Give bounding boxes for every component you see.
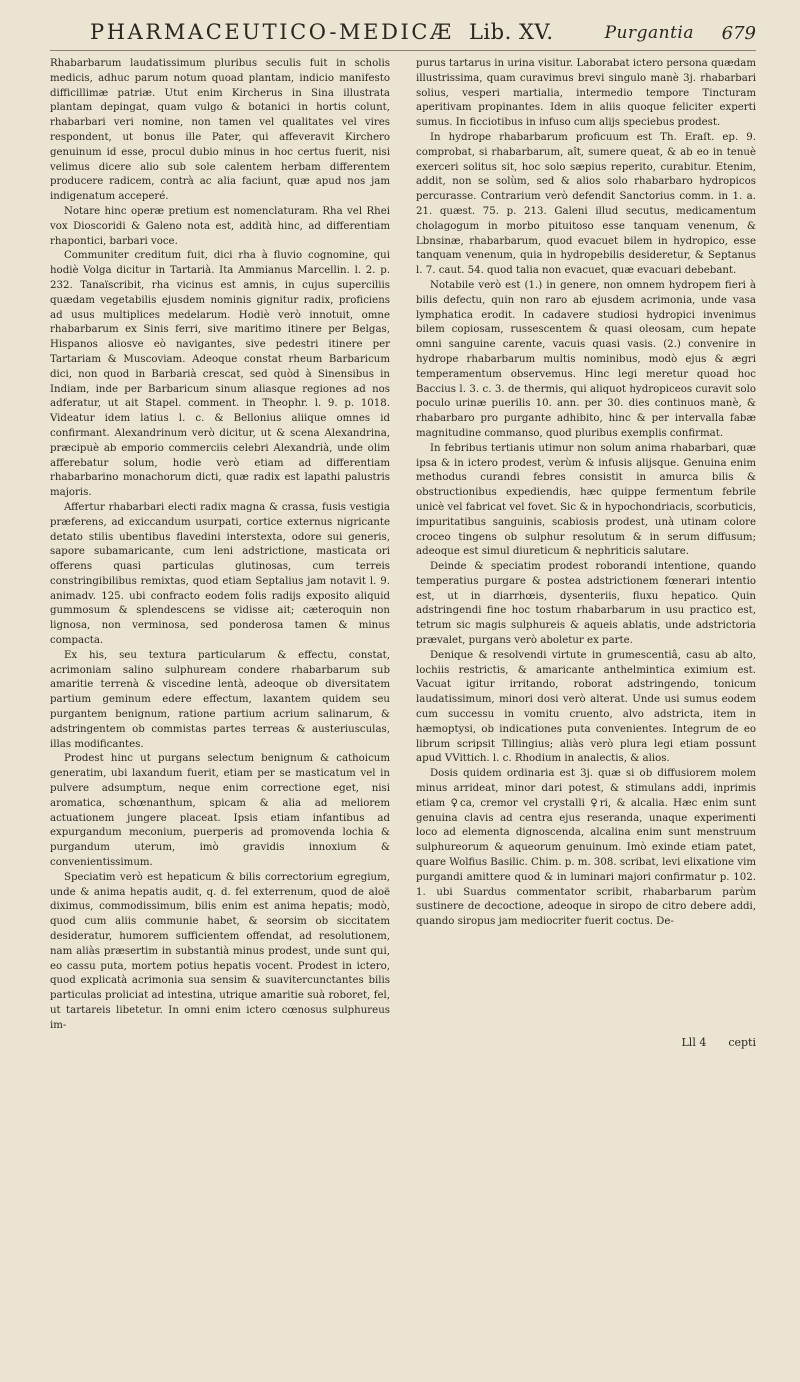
text-columns <box>50 57 756 1034</box>
page-number: 679 <box>721 23 756 44</box>
section-title: Purgantia <box>604 23 694 43</box>
page-footer <box>416 1036 756 1049</box>
paragraph: Prodest hinc ut purgans selectum benignum & cathoicum generatim, ubi laxandum fuerit, etiam per se masticatum vel in pulvere adsumptum, neque enim correctione eget, nisi aromatica, schœnanthum, spicam & alia ad meliorem actuationem jungere placeat. Ipsis etiam infantibus ad expurgandum meconium, puerperis ad promovenda lochia & purgandum uterum, imò gravidis innoxium & convenientissimum. <box>50 753 390 869</box>
paragraph: In febribus tertianis utimur non solum anima rhabarbari, quæ ipsa & in ictero prodest, verùm & infusis alijsque. Genuina enim methodus curandi febres consistit in amurca bilis & obstructionibus expediendis, hæc quippe fermentum febrile unicè vel fabricat vel fovet. Sic & in hypochondriacis, scorbuticis, impuritatibus sanguinis, scabiosis prodest, unà utinam colore croceo tingens ob sulphur resolutum & in serum diffusum; adeoque est simul diureticum & nephriticis salutare. <box>416 442 756 558</box>
left-column <box>50 57 390 1034</box>
paragraph: Notabile verò est (1.) in genere, non omnem hydropem fieri à bilis defectu, quin non raro ab ejusdem acrimonia, unde vasa lymphatica erodit. In cadavere studiosi hydropici invenimus bilem copiosam, russescentem & quasi oleosam, cum hepate omni sanguine carente, vacuis quasi vasis. (2.) convenire in hydrope rhabarbarum multis nominibus, modò ejus & ægri temperamentum observemus. Hinc legi meretur quoad hoc Baccius l. 3. c. 3. de thermis, qui aliquot hydropiceos curavit solo poculo urinæ puerilis 10. ann. per 30. dies continuos manè, & rhabarbaro pro purgante adhibito, hinc & per intervalla fabæ magnitudine commanso, quod pluribus exemplis confirmat. <box>416 279 756 439</box>
signature-mark: Lll 4 <box>681 1035 707 1049</box>
paragraph: Speciatim verò est hepaticum & bilis correctorium egregium, unde & anima hepatis audit, q. d. fel exterrenum, quod de aloë diximus, commodissimum, bilis enim est anima hepatis; modò, quod cum aliis communie habet, & seorsim ob siccitatem desideratur, humorem sufficientem offendat, ad resolutionem, nam aliàs præsertim in substantià minus prodest, unde sunt qui, eo cassu puta, mortem potius hepatis vocent. Prodest in ictero, quod explicatà acrimonia sua sensim & suavitercunctantes bilis particulas proliciat ad intestina, utrique amaritie suà roboret, fel, ut tartareis libetetur. In omni enim ictero cœnosus sulphureus im- <box>50 871 390 1031</box>
paragraph: Ex his, seu textura particularum & effectu, constat, acrimoniam salino sulphuream condere rhabarbarum sub amaritie terrenà & viscedine lentà, adeoque ob diversitatem partium geminum edere effectum, laxantem quidem seu purgantem benignum, ratione partium acrium salinarum, & adstringentem ob commistas partes terreas & austeriusculas, illas modificantes. <box>50 649 390 750</box>
paragraph: Deinde & speciatim prodest roborandi intentione, quando temperatius purgare & postea adstrictionem fœnerari intentio est, ut in diarrhœis, dysenteriis, fluxu hepatico. Quin adstringendi fine hoc tostum rhabarbarum in usu practico est, tetrum sic magis sulphureis & aqueis ablatis, unde adstrictoria prævalet, purgans verò aboletur ex parte. <box>416 561 756 647</box>
paragraph: Rhabarbarum laudatissimum pluribus seculis fuit in scholis medicis, adhuc parum notum quoad plantam, indicio manifesto difficillimæ patriæ. Utut enim Kircherus in Sina illustrata plantam depingat, quam vulgo & botanici in hortis colunt, rhabarbari veri nomine, non tamen vel qualitates vel vires respondent, ut bonus ille Pater, qui affeveravit Kirchero genuinum id esse, procul dubio minus in hoc certus fuerit, nisi velimus dicere alio sub sole calentem herbam differentem producere radicem, contrà ac alia faciunt, quæ apud nos jam indigenatum acceperé. <box>50 58 390 203</box>
book-number: Lib. XV. <box>468 20 554 44</box>
paragraph: In hydrope rhabarbarum proficuum est Th. Eraſt. ep. 9. comprobat, si rhabarbarum, aît, sumere queat, & ab eo in tenuè exerceri solitus sit, hoc solo sæpius reperito, curabitur. Etenim, addit, non se solùm, sed & alios solo rhabarbaro hydropicos percurasse. Contrarium verò defendit Sanctorius comm. in 1. a. 21. quæst. 75. p. 213. Galeni illud secutus, medicamentum cholagogum in morbo pituitoso esse tanquam venenum, & Lbnsinæ, rhabarbarum, quod evacuet bilem in hydropico, esse tanquam venenum, quia in hydropebilis desideretur, & Septanus l. 7. caut. 54. quod talia non evacuet, quæ evacuari debebant. <box>416 131 756 277</box>
right-column <box>416 57 756 1034</box>
paragraph: purus tartarus in urina visitur. Laborabat ictero persona quædam illustrissima, quam curavimus brevi singulo manè 3j. rhabarbari solius, vesperi martialia, intermedio tempore Tincturam aperitivam propinantes. Idem in aliis quoque feliciter experti sumus. In ficciotibus in infuso cum alijs speciebus prodest. <box>416 58 756 129</box>
running-head <box>90 20 554 44</box>
paragraph: Communiter creditum fuit, dici rha à fluvio cognomine, qui hodiè Volga dicitur in Tartarià. Ita Ammianus Marcellin. l. 2. p. 232. Tanaïscribit, rha vicinus est amnis, in cujus superciliis quædam vegetabilis ejusdem nominis gignitur radix, proficiens ad usus multiplices medelarum. Hodiè verò innotuit, omne rhabarbarum ex Sinis ferri, sive maritimo itinere per Belgas, Hispanos aliosve eò navigantes, sive pedestri itinere per Tartariam & Muscoviam. Adeoque constat rheum Barbaricum dici, non quod in Barbarià crescat, sed quòd à Sinensibus in Indiam, inde per Barbaricum sinum aliasque regiones ad nos adferatur, ut ait Stapel. comment. in Theophr. l. 9. p. 1018. Videatur idem latius l. c. & Bellonius aliique omnes id confirmant. Alexandrinum verò dicitur, ut & scena Alexandrina, præcipuè ab emporio commerciis celebri Alexandrià, unde olim afferebatur solum, hodie verò etiam ad differentiam rhabarbarino monachorum dicti, quæ radix est lapathi palustris majoris. <box>50 250 390 499</box>
paragraph: Denique & resolvendi virtute in grumescentiâ, casu ab alto, lochiis restrictis, & amaricante anthelmintica eximium est. Vacuat igitur irritando, roborat adstringendo, tonicum laudatissimum, minori dosi verò alterat. Unde usi sumus eodem cum successu in vomitu cruento, alvo adstricta, item in hæmoptysi, ob indicationes puta convenientes. Integrum de eo librum scripsit Tillingius; aliàs verò plura legi etiam possunt apud VVittich. l. c. Rhodium in analectis, & alios. <box>416 649 756 765</box>
catchword: cepti <box>728 1035 756 1049</box>
paragraph: Notare hinc operæ pretium est nomenclaturam. Rha vel Rhei vox Dioscoridi & Galeno nota est, addità hinc, ad differentiam rhapontici, barbari voce. <box>50 205 390 247</box>
running-head-title: PHARMACEUTICO-MEDICÆ <box>90 20 454 44</box>
page-header <box>50 20 756 51</box>
paragraph: Dosis quidem ordinaria est 3j. quæ si ob diffusiorem molem minus arrideat, minor dari potest, & stimulans addi, inprimis etiam ♀ca, cremor vel crystalli ♀ri, & alcalia. Hæc enim sunt genuina clavis ad centra ejus reseranda, unaque experimenti loco ad elementa dignoscenda, alcalina enim sunt menstruum sulphureorum & aqueorum genuinum. Imò exinde etiam patet, quare Wolfius Basilic. Chim. p. m. 308. scribat, levi elixatione vim purgandi amittere quod & in luminari majori confirmatur p. 102. 1. ubi Suardus commentator scribit, rhabarbarum parùm sustinere de decoctione, adeoque in siropo de citro debere addi, quando siropus jam mediocriter fuerit coctus. De- <box>416 768 756 928</box>
paragraph: Affertur rhabarbari electi radix magna & crassa, fusis vestigia præferens, ad exiccandum usurpati, cortice externus nigricante detato stilis ubentibus flavedini interstexta, odore sui generis, sapore subamaricante, cum leni adstrictione, masticata ori offerens quasi particulas glutinosas, cum terreis constringibilibus remixtas, quod etiam Septalius jam notavit l. 9. animadv. 125. ubi confracto eodem folis radijs exposito aliquid gummosum & splendescens se vidisse ait; cæteroquin non lignosa, non verminosa, sed ponderosa tamen & minus compacta. <box>50 501 390 647</box>
